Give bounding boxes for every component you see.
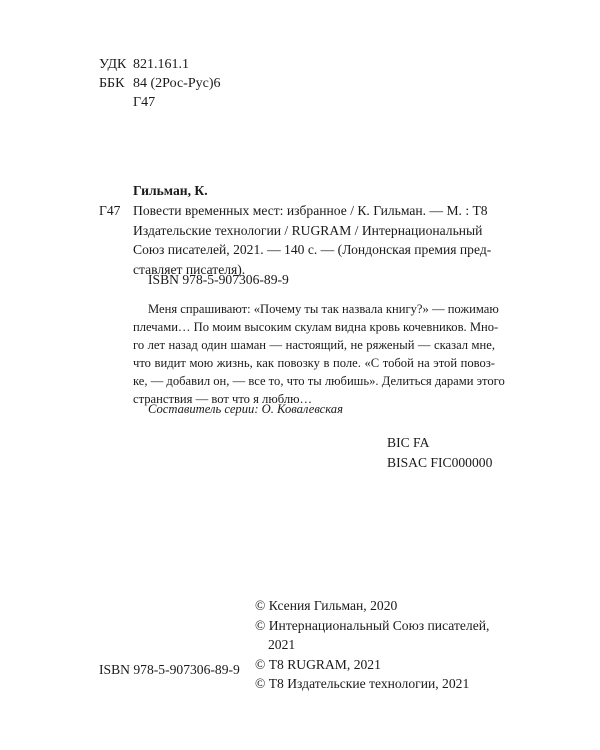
annotation-line: го лет назад один шаман — настоящий, не ряженый — сказал мне, (133, 338, 495, 352)
bibliographic-description (133, 201, 491, 279)
annotation-line: ке, — добавил он, — все то, что ты любишь». Делиться дарами этого (133, 374, 505, 388)
description-line: ставляет писателя). (133, 261, 246, 277)
bisac-code: BISAC FIC000000 (387, 455, 493, 470)
annotation-line: что видит мою жизнь, как повозку в поле. «С тобой на этой повоз- (133, 356, 495, 370)
side-author-sign: Г47 (99, 203, 121, 218)
copyright-line: © Ксения Гильман, 2020 (255, 598, 398, 613)
series-compiler: Составитель серии: О. Ковалевская (148, 402, 343, 416)
description-line: Издательские технологии / RUGRAM / Интернациональный (133, 222, 483, 238)
bbk-row (0, 74, 600, 93)
isbn-line: ISBN 978-5-907306-89-9 (148, 272, 289, 287)
author-sign: Г47 (133, 95, 156, 110)
footer-isbn: ISBN 978-5-907306-89-9 (99, 662, 240, 677)
bbk-label: ББК (99, 76, 125, 91)
udk-value: 821.161.1 (133, 57, 189, 72)
annotation (133, 300, 505, 408)
annotation-line: странствия — вот что я люблю… (133, 392, 313, 406)
description-line: Повести временных мест: избранное / К. Гильман. — М. : Т8 (133, 203, 488, 218)
copyright-line: © Т8 Издательские технологии, 2021 (255, 676, 470, 691)
copyright-line: © Т8 RUGRAM, 2021 (255, 656, 381, 672)
description-line: Союз писателей, 2021. — 140 с. — (Лондонская премия пред- (133, 242, 492, 257)
copyright-line: © Интернациональный Союз писателей, (255, 617, 490, 633)
annotation-line: плечами… По моим высоким скулам видна кровь кочевников. Мно- (133, 320, 499, 334)
udk-label: УДК (99, 57, 127, 72)
copyright-line: 2021 (268, 637, 296, 652)
udk-row (0, 55, 600, 74)
copyright-block (255, 596, 489, 694)
bic-code: BIC FA (387, 435, 430, 450)
author-heading: Гильман, К. (133, 183, 208, 198)
annotation-line: Меня спрашивают: «Почему ты так назвала книгу?» — пожимаю (148, 302, 499, 316)
bbk-value: 84 (2Рос-Рус)6 (133, 76, 221, 91)
